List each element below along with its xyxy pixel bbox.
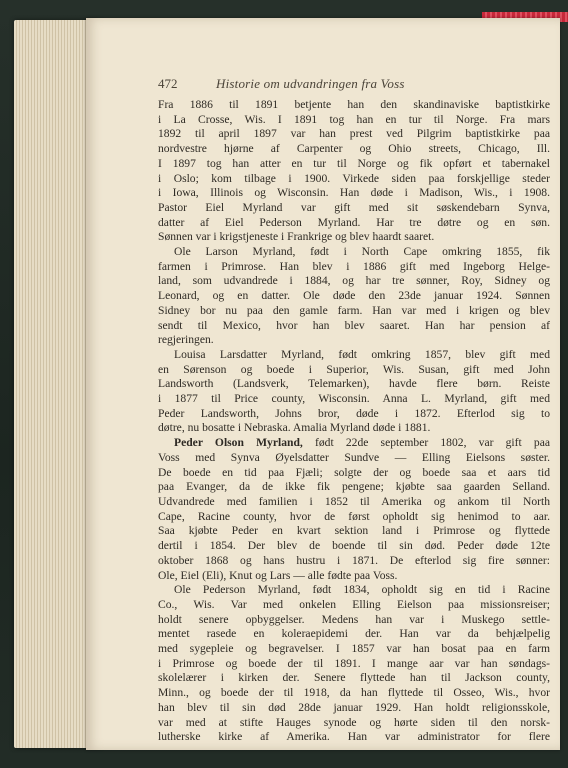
text-line: farmen i Primrose. Han blev i 1886 gift med Ingeborg Helge- xyxy=(158,259,550,273)
text-line: døtre, nu bosatte i Nebraska. Amalia Myrland døde i 1881. xyxy=(158,421,431,435)
text-line: De boede en tid paa Fjæli; solgte der og boede saa et aars tid xyxy=(158,465,550,479)
text-line: sendt til Mexico, hvor han blev saaret. Han har pension af xyxy=(158,318,550,332)
text-line: regjeringen. xyxy=(158,333,214,347)
text-line: I 1897 tog han atter en tur til Norge og fik opført et tabernakel xyxy=(158,156,550,170)
text-line: Peder Olson Myrland, født 22de september 1802, var gift paa xyxy=(174,436,550,450)
text-line: en Sørenson og boede i Superior, Wis. Susan, gift med John xyxy=(158,362,550,376)
text-line: med sygepleie og begravelser. I 1857 var han bosat paa en farm xyxy=(158,642,550,656)
bold-name: Peder Olson Myrland, xyxy=(174,436,303,450)
text-line: Co., Wis. Var med onkelen Elling Eielson paa missionsreiser; xyxy=(158,597,550,611)
text-line: Pastor Eiel Myrland var gift med sit søskendebarn Synva, xyxy=(158,200,550,214)
text-line: lutherske kirke af Amerika. Han var administrator for flere xyxy=(158,730,550,744)
text-line: Cape, Racine county, hvor de først opholdt sig henimod to aar. xyxy=(158,509,550,523)
text-line: Udvandrede med familien i 1852 til Amerika og ankom til North xyxy=(158,494,550,508)
text-line: Saa kjøbte Peder en kvart sektion land i Primrose og flyttede xyxy=(158,524,550,538)
text-line: i Primrose og boede der til 1891. I mange aar var han søndags- xyxy=(158,656,550,670)
text-line: paa Evanger, da de ikke fik pengene; kjøbte saa gaarden Selland. xyxy=(158,480,550,494)
text-line: i La Crosse, Wis. I 1891 tog han en tur til Norge. Fra mars xyxy=(158,112,550,126)
text-line: han blev til sin død 28de januar 1929. Han holdt religionsskole, xyxy=(158,700,550,714)
text-line: Fra 1886 til 1891 betjente han den skandinaviske baptistkirke xyxy=(158,98,550,111)
text-line: land, som udvandrede i 1884, og har tre sønner, Roy, Sidney og xyxy=(158,274,550,288)
text-line: Peder Landsworth, Johns bror, døde i 1872. Efterlod sig to xyxy=(158,406,550,420)
text-line: Louisa Larsdatter Myrland, født omkring 1857, blev gift med xyxy=(174,347,550,361)
text-line: nordvestre hjørne af Carpenter og Ohio streets, Chicago, Ill. xyxy=(158,142,550,156)
text-line: skolelærer i kirken der. Senere flyttede han til Jackson county, xyxy=(158,671,550,685)
text-line: var med at stifte Hauges synode og hørte siden til den norsk- xyxy=(158,715,550,729)
text-line: holdt senere opbyggelser. Medens han var i Muskego settle- xyxy=(158,612,550,626)
text-line: datter af Eiel Pederson Myrland. Har tre døtre og en søn. xyxy=(158,215,550,229)
running-title: Historie om udvandringen fra Voss xyxy=(216,76,405,91)
text-line: i Iowa, Illinois og Wisconsin. Han døde i Madison, Wis., i 1908. xyxy=(158,186,550,200)
book-page xyxy=(86,18,560,750)
text-line: Minn., og boede der til 1918, da han flyttede til Osseo, Wis., hvor xyxy=(158,686,550,700)
text-line: Leonard, og en datter. Ole døde den 23de januar 1924. Sønnen xyxy=(158,289,550,303)
text-line: Ole Larson Myrland, født i North Cape omkring 1855, fik xyxy=(174,245,550,259)
page-header xyxy=(158,75,488,93)
text-line: Sønnen var i krigstjeneste i Frankrige og blev haardt saaret. xyxy=(158,230,435,244)
text-line: Landsworth (Landsverk, Telemarken), havde flere børn. Reiste xyxy=(158,377,550,391)
text-line: Sidney bor nu paa den gamle farm. Han var med i krigen og blev xyxy=(158,303,550,317)
page-number: 472 xyxy=(158,76,178,91)
text-line: mentet rasede en koleraepidemi der. Han var da behjælpelig xyxy=(158,627,550,641)
text-line: Ole, Eiel (Eli), Knut og Lars — alle fødte paa Voss. xyxy=(158,568,398,582)
text-line: Voss med Synva Øyelsdatter Sundve — Elling Eielsons søster. xyxy=(158,450,550,464)
text-line: Ole Pederson Myrland, født 1834, opholdt sig en tid i Racine xyxy=(174,583,550,597)
text-line: dertil i 1854. Der blev de boende til sin død. Peder døde 12te xyxy=(158,539,550,553)
text-line: i 1877 til Price county, Wisconsin. Anna L. Myrland, gift med xyxy=(158,392,550,406)
text-line: i Oslo; kom tilbage i 1900. Virkede siden paa forskjellige steder xyxy=(158,171,550,185)
body-text xyxy=(158,98,550,745)
text-line: oktober 1868 og hans hustru i 1871. De efterlod sig fire sønner: xyxy=(158,553,550,567)
text-line: 1892 til april 1897 var han prest ved Pilgrim baptistkirke paa xyxy=(158,127,550,141)
